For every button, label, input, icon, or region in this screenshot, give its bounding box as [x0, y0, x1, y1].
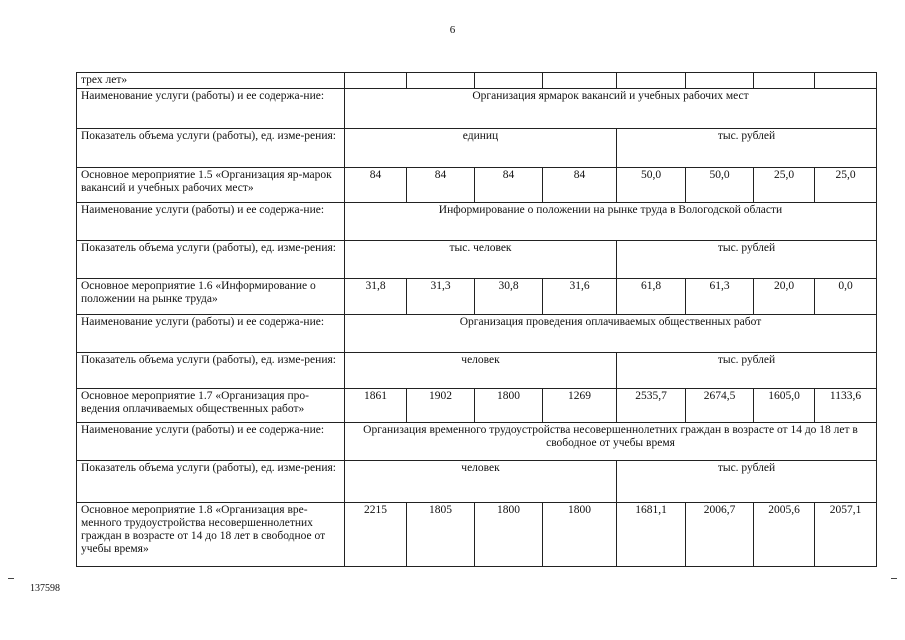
service-name: Организация ярмарок вакансий и учебных рабочих мест	[345, 89, 877, 129]
row-label: Показатель объема услуги (работы), ед. изме-рения:	[77, 353, 345, 389]
empty-cell	[407, 73, 475, 89]
volume-unit: единиц	[345, 129, 617, 168]
value-cell: 25,0	[815, 168, 877, 203]
value-cell: 2057,1	[815, 503, 877, 567]
row-label: Показатель объема услуги (работы), ед. изме-рения:	[77, 241, 345, 279]
empty-cell	[345, 73, 407, 89]
empty-cell	[686, 73, 754, 89]
service-name: Организация проведения оплачиваемых общественных работ	[345, 315, 877, 353]
value-cell: 2006,7	[686, 503, 754, 567]
value-cell: 61,3	[686, 279, 754, 315]
right-edge-mark	[891, 578, 897, 579]
row-label: трех лет»	[77, 73, 345, 89]
table-row	[77, 129, 877, 168]
volume-unit: тыс. человек	[345, 241, 617, 279]
value-cell: 25,0	[754, 168, 815, 203]
value-cell: 2005,6	[754, 503, 815, 567]
value-cell: 50,0	[686, 168, 754, 203]
value-cell: 1133,6	[815, 389, 877, 423]
left-edge-mark	[8, 578, 14, 579]
row-label: Наименование услуги (работы) и ее содержа-ние:	[77, 423, 345, 461]
table-row	[77, 315, 877, 353]
volume-unit: человек	[345, 461, 617, 503]
row-label: Наименование услуги (работы) и ее содержа-ние:	[77, 89, 345, 129]
value-cell: 1800	[475, 503, 543, 567]
value-cell: 1800	[543, 503, 617, 567]
table-row	[77, 423, 877, 461]
row-label: Показатель объема услуги (работы), ед. изме-рения:	[77, 461, 345, 503]
value-cell: 1805	[407, 503, 475, 567]
table-row	[77, 279, 877, 315]
page-number: 6	[449, 24, 456, 36]
cost-unit: тыс. рублей	[617, 241, 877, 279]
empty-cell	[754, 73, 815, 89]
row-label: Наименование услуги (работы) и ее содержа-ние:	[77, 315, 345, 353]
table-row	[77, 389, 877, 423]
value-cell: 20,0	[754, 279, 815, 315]
service-name: Организация временного трудоустройства несовершеннолетних граждан в возрасте от 14 до 18 лет в свободное от учебы время	[345, 423, 877, 461]
table-row	[77, 203, 877, 241]
empty-cell	[543, 73, 617, 89]
table-row	[77, 353, 877, 389]
row-label: Наименование услуги (работы) и ее содержа-ние:	[77, 203, 345, 241]
value-cell: 31,6	[543, 279, 617, 315]
table-row	[77, 73, 877, 89]
service-name: Информирование о положении на рынке труда в Вологодской области	[345, 203, 877, 241]
value-cell: 1800	[475, 389, 543, 423]
value-cell: 2215	[345, 503, 407, 567]
table-row	[77, 89, 877, 129]
row-label: Основное мероприятие 1.8 «Организация вре-менного трудоустройства несовершеннолетних граждан в возрасте от 14 до 18 лет в свободное от учебы время»	[77, 503, 345, 567]
value-cell: 31,3	[407, 279, 475, 315]
empty-cell	[815, 73, 877, 89]
row-label: Основное мероприятие 1.7 «Организация про-ведения оплачиваемых общественных работ»	[77, 389, 345, 423]
table-row	[77, 168, 877, 203]
row-label: Основное мероприятие 1.5 «Организация яр-марок вакансий и учебных рабочих мест»	[77, 168, 345, 203]
value-cell: 84	[475, 168, 543, 203]
value-cell: 61,8	[617, 279, 686, 315]
value-cell: 2535,7	[617, 389, 686, 423]
volume-unit: человек	[345, 353, 617, 389]
row-label: Показатель объема услуги (работы), ед. изме-рения:	[77, 129, 345, 168]
empty-cell	[617, 73, 686, 89]
value-cell: 1902	[407, 389, 475, 423]
value-cell: 31,8	[345, 279, 407, 315]
value-cell: 30,8	[475, 279, 543, 315]
table-row	[77, 461, 877, 503]
cost-unit: тыс. рублей	[617, 129, 877, 168]
value-cell: 50,0	[617, 168, 686, 203]
value-cell: 2674,5	[686, 389, 754, 423]
value-cell: 1681,1	[617, 503, 686, 567]
cost-unit: тыс. рублей	[617, 353, 877, 389]
empty-cell	[475, 73, 543, 89]
cost-unit: тыс. рублей	[617, 461, 877, 503]
budget-table	[76, 72, 877, 567]
value-cell: 84	[407, 168, 475, 203]
value-cell: 0,0	[815, 279, 877, 315]
value-cell: 84	[543, 168, 617, 203]
table-row	[77, 241, 877, 279]
value-cell: 84	[345, 168, 407, 203]
table-row	[77, 503, 877, 567]
value-cell: 1269	[543, 389, 617, 423]
document-code: 137598	[30, 583, 60, 594]
value-cell: 1861	[345, 389, 407, 423]
value-cell: 1605,0	[754, 389, 815, 423]
row-label: Основное мероприятие 1.6 «Информирование о положении на рынке труда»	[77, 279, 345, 315]
